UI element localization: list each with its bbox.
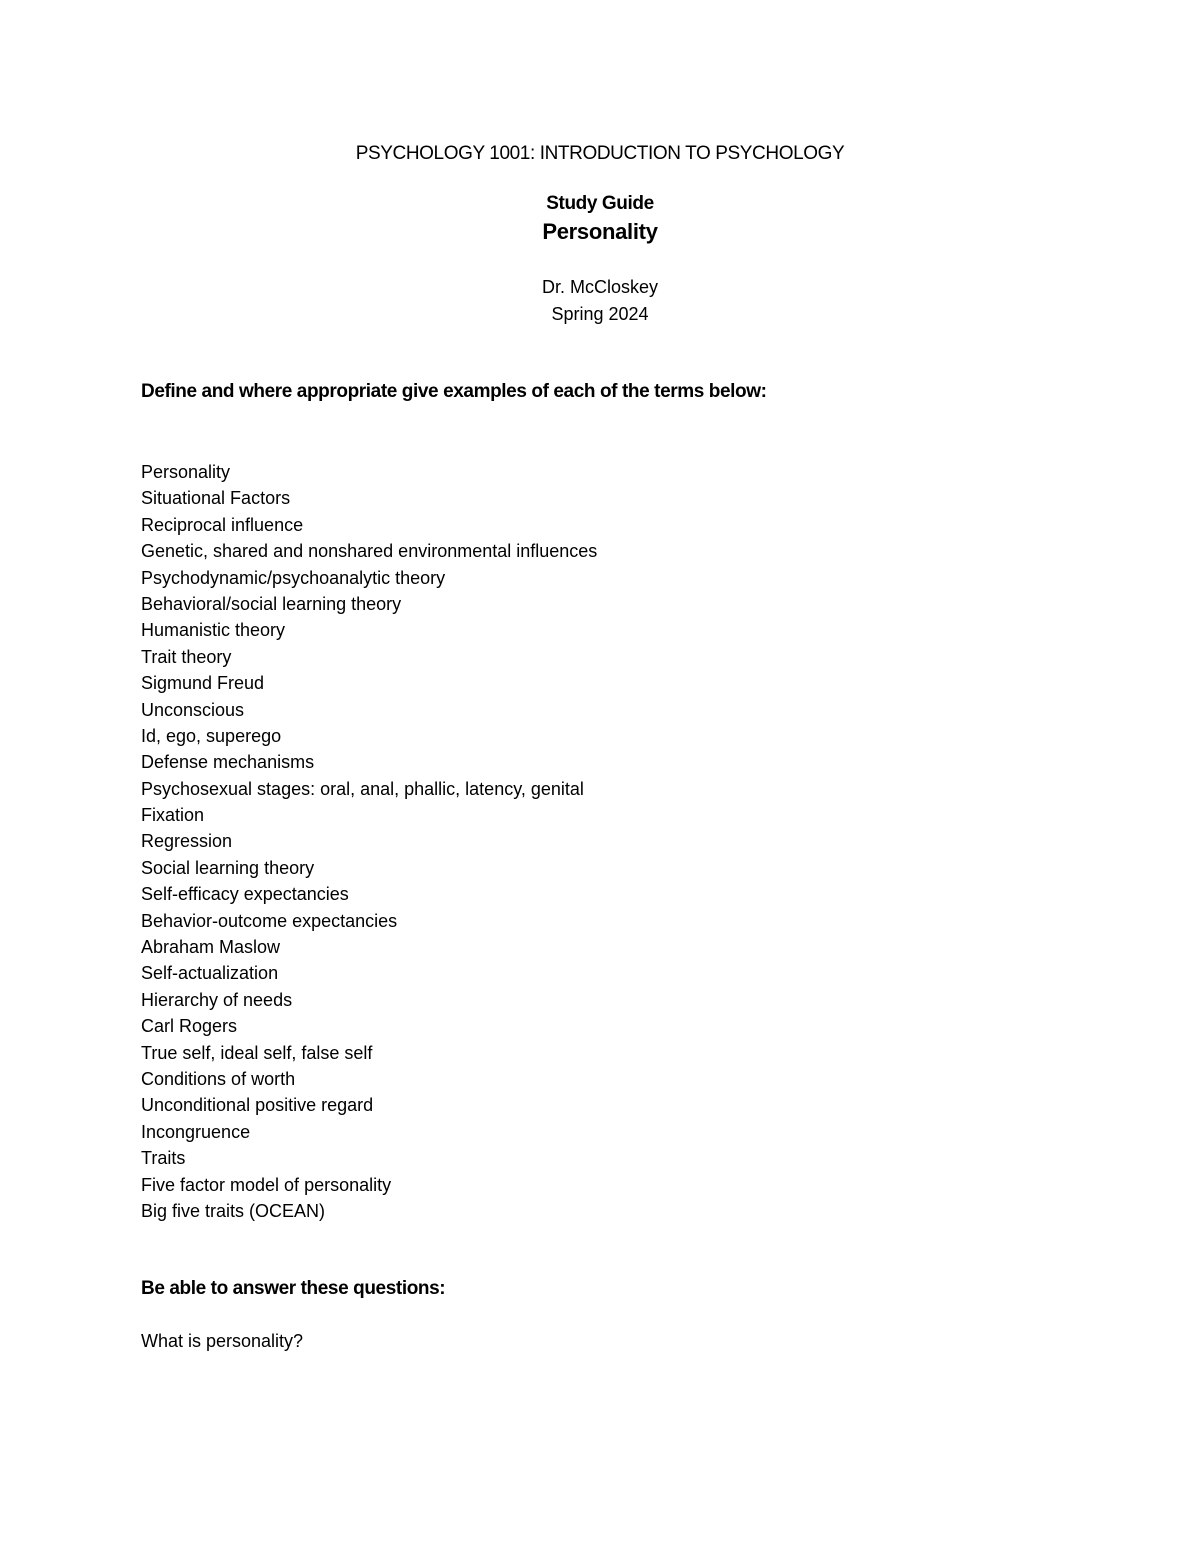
term-item: Id, ego, superego <box>141 725 282 746</box>
define-section-heading: Define and where appropriate give examples of each of the terms below: <box>141 381 767 402</box>
term-item: Abraham Maslow <box>141 937 281 958</box>
term-item: Genetic, shared and nonshared environmental influences <box>141 541 598 562</box>
term-item: Fixation <box>141 805 205 826</box>
term-item: Humanistic theory <box>141 620 286 641</box>
term-item: Traits <box>141 1148 186 1169</box>
term-item: Trait theory <box>141 646 232 667</box>
question-item: What is personality? <box>141 1331 304 1351</box>
term-item: Big five traits (OCEAN) <box>141 1200 326 1221</box>
document-type: Study Guide <box>546 193 654 214</box>
term-item: Behavior-outcome expectancies <box>141 910 398 931</box>
instructor-name: Dr. McCloskey <box>541 277 658 297</box>
questions-section-heading: Be able to answer these questions: <box>141 1278 446 1299</box>
terms-list <box>141 459 597 1224</box>
term-item: Unconscious <box>141 699 245 720</box>
term-item: Personality <box>141 462 231 482</box>
term-item: Self-actualization <box>141 963 279 984</box>
term-item: Regression <box>141 831 233 852</box>
term-item: Sigmund Freud <box>141 673 265 694</box>
term-item: Psychosexual stages: oral, anal, phallic, latency, genital <box>141 778 584 799</box>
term-item: Incongruence <box>141 1121 251 1142</box>
term-item: Reciprocal influence <box>141 514 304 535</box>
term-item: Social learning theory <box>141 857 315 878</box>
topic-title: Personality <box>542 219 658 244</box>
term-item: True self, ideal self, false self <box>141 1042 373 1063</box>
term-item: Self-efficacy expectancies <box>141 884 349 905</box>
term-label: Spring 2024 <box>551 304 649 324</box>
term-item: Conditions of worth <box>141 1068 296 1089</box>
term-item: Behavioral/social learning theory <box>141 593 402 614</box>
course-title: PSYCHOLOGY 1001: INTRODUCTION TO PSYCHOLOGY <box>355 143 845 164</box>
term-item: Psychodynamic/psychoanalytic theory <box>141 567 446 588</box>
term-item: Five factor model of personality <box>141 1174 392 1195</box>
term-item: Unconditional positive regard <box>141 1095 374 1116</box>
term-item: Situational Factors <box>141 488 291 509</box>
term-item: Defense mechanisms <box>141 752 315 773</box>
term-item: Carl Rogers <box>141 1016 238 1037</box>
term-item: Hierarchy of needs <box>141 989 293 1010</box>
